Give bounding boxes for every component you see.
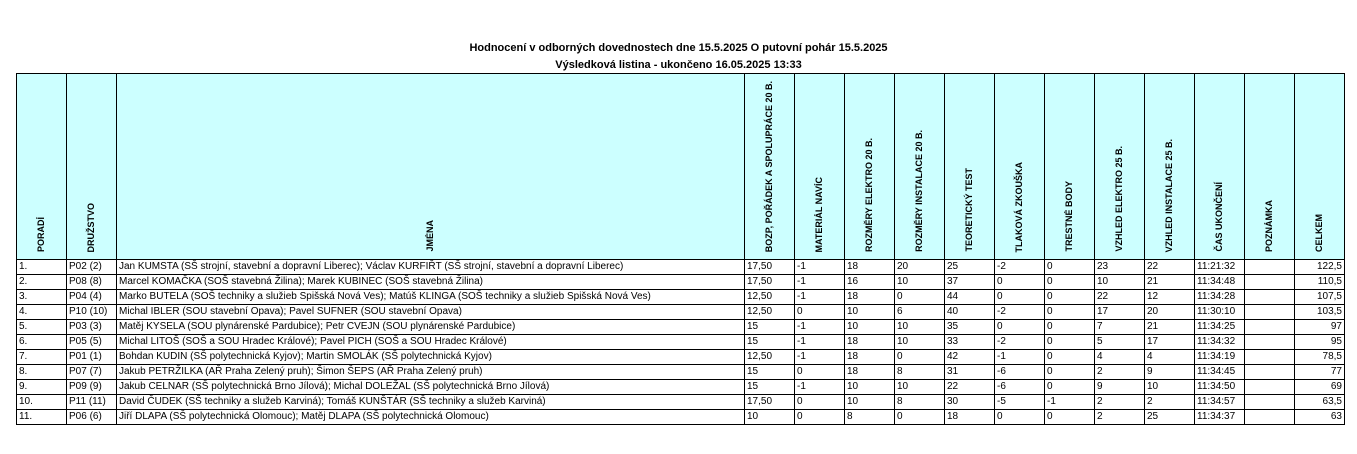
cell-vzhled-elektro: 7 [1095,320,1145,335]
cell-poradi: 2. [17,275,67,290]
cell-vzhled-elektro: 5 [1095,335,1145,350]
cell-jmena: David ČUDEK (SŠ techniky a služeb Karviná); Tomáš KUNŠTÁR (SŠ techniky a služeb Karviná) [117,395,745,410]
cell-celkem: 63,5 [1295,395,1345,410]
cell-teoreticky-test: 37 [945,275,995,290]
cell-trestne-body: 0 [1045,380,1095,395]
cell-rozmery-elektro: 18 [845,260,895,275]
header-rozmery-instalace: ROZMĚRY INSTALACE 20 B. [895,74,945,260]
table-row [17,260,1345,275]
cell-teoreticky-test: 31 [945,365,995,380]
header-poznamka: POZNÁMKA [1245,74,1295,260]
cell-cas-ukonceni: 11:21:32 [1195,260,1245,275]
cell-cas-ukonceni: 11:34:19 [1195,350,1245,365]
cell-rozmery-instalace: 0 [895,410,945,425]
cell-trestne-body: 0 [1045,350,1095,365]
cell-celkem: 78,5 [1295,350,1345,365]
cell-jmena: Jiří DLAPA (SŠ polytechnická Olomouc); Matěj DLAPA (SŠ polytechnická Olomouc) [117,410,745,425]
cell-druzstvo: P09 (9) [67,380,117,395]
cell-vzhled-instalace: 21 [1145,275,1195,290]
header-material-navic: MATERIÁL NAVÍC [795,74,845,260]
cell-druzstvo: P04 (4) [67,290,117,305]
cell-celkem: 69 [1295,380,1345,395]
cell-cas-ukonceni: 11:34:37 [1195,410,1245,425]
cell-celkem: 77 [1295,365,1345,380]
cell-poradi: 1. [17,260,67,275]
cell-druzstvo: P06 (6) [67,410,117,425]
cell-bozp: 17,50 [745,395,795,410]
cell-rozmery-instalace: 20 [895,260,945,275]
cell-vzhled-elektro: 17 [1095,305,1145,320]
table-row [17,320,1345,335]
cell-material-navic: 0 [795,305,845,320]
cell-tlakova-zkouska: -2 [995,305,1045,320]
cell-cas-ukonceni: 11:34:57 [1195,395,1245,410]
cell-rozmery-instalace: 8 [895,365,945,380]
cell-cas-ukonceni: 11:34:50 [1195,380,1245,395]
cell-vzhled-elektro: 2 [1095,365,1145,380]
cell-rozmery-instalace: 10 [895,335,945,350]
cell-poradi: 4. [17,305,67,320]
cell-poznamka [1245,410,1295,425]
cell-teoreticky-test: 25 [945,260,995,275]
cell-poradi: 3. [17,290,67,305]
cell-poradi: 10. [17,395,67,410]
cell-rozmery-elektro: 18 [845,365,895,380]
cell-teoreticky-test: 40 [945,305,995,320]
cell-vzhled-instalace: 22 [1145,260,1195,275]
cell-rozmery-elektro: 10 [845,320,895,335]
cell-rozmery-instalace: 0 [895,290,945,305]
cell-material-navic: -1 [795,260,845,275]
cell-poradi: 7. [17,350,67,365]
report-subtitle: Výsledková listina - ukončeno 16.05.2025 13:33 [555,59,802,71]
cell-bozp: 17,50 [745,275,795,290]
cell-bozp: 15 [745,335,795,350]
cell-poznamka [1245,320,1295,335]
cell-rozmery-elektro: 18 [845,335,895,350]
results-table [16,73,1345,425]
table-row [17,350,1345,365]
header-row [17,74,1345,260]
header-vzhled-elektro: VZHLED ELEKTRO 25 B. [1095,74,1145,260]
cell-poradi: 8. [17,365,67,380]
cell-rozmery-elektro: 10 [845,395,895,410]
cell-tlakova-zkouska: -2 [995,335,1045,350]
cell-rozmery-instalace: 0 [895,350,945,365]
cell-rozmery-elektro: 10 [845,380,895,395]
header-trestne-body: TRESTNÉ BODY [1045,74,1095,260]
cell-poznamka [1245,380,1295,395]
cell-material-navic: -1 [795,320,845,335]
cell-jmena: Jan KUMSTA (SŠ strojní, stavební a dopravní Liberec); Václav KURFIŘT (SŠ strojní, stavební a dopravní Liberec) [117,260,745,275]
cell-poznamka [1245,395,1295,410]
cell-poradi: 6. [17,335,67,350]
cell-trestne-body: 0 [1045,260,1095,275]
cell-cas-ukonceni: 11:34:32 [1195,335,1245,350]
table-row [17,290,1345,305]
cell-vzhled-instalace: 20 [1145,305,1195,320]
cell-druzstvo: P03 (3) [67,320,117,335]
cell-teoreticky-test: 33 [945,335,995,350]
header-poradi: PORADÍ [17,74,67,260]
cell-material-navic: -1 [795,275,845,290]
cell-bozp: 15 [745,320,795,335]
cell-material-navic: -1 [795,335,845,350]
cell-trestne-body: -1 [1045,395,1095,410]
cell-poznamka [1245,335,1295,350]
cell-vzhled-elektro: 4 [1095,350,1145,365]
cell-jmena: Michal IBLER (SOU stavební Opava); Pavel SUFNER (SOU stavební Opava) [117,305,745,320]
cell-bozp: 12,50 [745,305,795,320]
cell-jmena: Marko BUTELA (SOŠ techniky a služieb Spišská Nová Ves); Matúš KLINGA (SOŠ techniky a služieb Spišská Nová Ves) [117,290,745,305]
cell-tlakova-zkouska: 0 [995,410,1045,425]
cell-bozp: 15 [745,365,795,380]
cell-poznamka [1245,260,1295,275]
cell-celkem: 63 [1295,410,1345,425]
cell-material-navic: -1 [795,350,845,365]
cell-vzhled-instalace: 2 [1145,395,1195,410]
cell-vzhled-elektro: 23 [1095,260,1145,275]
header-jmena: JMÉNA [117,74,745,260]
cell-teoreticky-test: 42 [945,350,995,365]
cell-tlakova-zkouska: -1 [995,350,1045,365]
cell-rozmery-instalace: 6 [895,305,945,320]
cell-material-navic: 0 [795,365,845,380]
cell-druzstvo: P10 (10) [67,305,117,320]
cell-druzstvo: P11 (11) [67,395,117,410]
cell-vzhled-instalace: 17 [1145,335,1195,350]
cell-teoreticky-test: 18 [945,410,995,425]
cell-jmena: Matěj KYSELA (SOU plynárenské Pardubice); Petr CVEJN (SOU plynárenské Pardubice) [117,320,745,335]
table-row [17,275,1345,290]
cell-jmena: Jakub CELNAR (SŠ polytechnická Brno Jílová); Michal DOLEŽAL (SŠ polytechnická Brno Jílová) [117,380,745,395]
cell-cas-ukonceni: 11:30:10 [1195,305,1245,320]
cell-jmena: Michal LITOŠ (SOŠ a SOU Hradec Králové); Pavel PICH (SOŠ a SOU Hradec Králové) [117,335,745,350]
report-title: Hodnocení v odborných dovednostech dne 15.5.2025 O putovní pohár 15.5.2025 [469,42,888,54]
cell-trestne-body: 0 [1045,305,1095,320]
cell-trestne-body: 0 [1045,275,1095,290]
cell-rozmery-instalace: 10 [895,320,945,335]
cell-vzhled-elektro: 10 [1095,275,1145,290]
header-rozmery-elektro: ROZMĚRY ELEKTRO 20 B. [845,74,895,260]
cell-druzstvo: P02 (2) [67,260,117,275]
header-druzstvo: DRUŽSTVO [67,74,117,260]
cell-tlakova-zkouska: -5 [995,395,1045,410]
cell-celkem: 103,5 [1295,305,1345,320]
table-row [17,335,1345,350]
cell-teoreticky-test: 30 [945,395,995,410]
header-teoreticky-test: TEORETICKÝ TEST [945,74,995,260]
cell-vzhled-instalace: 12 [1145,290,1195,305]
cell-rozmery-elektro: 8 [845,410,895,425]
cell-druzstvo: P08 (8) [67,275,117,290]
cell-celkem: 122,5 [1295,260,1345,275]
cell-poznamka [1245,365,1295,380]
cell-jmena: Bohdan KUDIN (SŠ polytechnická Kyjov); Martin SMOLÁK (SŠ polytechnická Kyjov) [117,350,745,365]
cell-rozmery-elektro: 18 [845,290,895,305]
cell-tlakova-zkouska: -6 [995,380,1045,395]
cell-rozmery-instalace: 10 [895,275,945,290]
cell-celkem: 107,5 [1295,290,1345,305]
cell-material-navic: 0 [795,395,845,410]
cell-vzhled-elektro: 22 [1095,290,1145,305]
cell-bozp: 17,50 [745,260,795,275]
cell-teoreticky-test: 44 [945,290,995,305]
cell-poznamka [1245,290,1295,305]
cell-vzhled-instalace: 21 [1145,320,1195,335]
cell-druzstvo: P07 (7) [67,365,117,380]
cell-poznamka [1245,275,1295,290]
cell-vzhled-elektro: 2 [1095,395,1145,410]
cell-tlakova-zkouska: 0 [995,275,1045,290]
cell-druzstvo: P01 (1) [67,350,117,365]
cell-trestne-body: 0 [1045,335,1095,350]
cell-cas-ukonceni: 11:34:25 [1195,320,1245,335]
cell-vzhled-instalace: 25 [1145,410,1195,425]
cell-teoreticky-test: 35 [945,320,995,335]
cell-tlakova-zkouska: -6 [995,365,1045,380]
header-cas-ukonceni: ČAS UKONČENÍ [1195,74,1245,260]
cell-cas-ukonceni: 11:34:45 [1195,365,1245,380]
results-body [17,260,1345,425]
cell-vzhled-elektro: 9 [1095,380,1145,395]
cell-tlakova-zkouska: 0 [995,320,1045,335]
cell-trestne-body: 0 [1045,320,1095,335]
cell-material-navic: -1 [795,290,845,305]
table-row [17,380,1345,395]
cell-cas-ukonceni: 11:34:28 [1195,290,1245,305]
table-row [17,410,1345,425]
report-title-block [0,40,1357,74]
cell-material-navic: 0 [795,410,845,425]
cell-bozp: 10 [745,410,795,425]
cell-poznamka [1245,350,1295,365]
cell-rozmery-elektro: 16 [845,275,895,290]
cell-rozmery-elektro: 10 [845,305,895,320]
cell-trestne-body: 0 [1045,290,1095,305]
cell-celkem: 95 [1295,335,1345,350]
cell-poradi: 9. [17,380,67,395]
cell-rozmery-elektro: 18 [845,350,895,365]
cell-vzhled-elektro: 2 [1095,410,1145,425]
cell-bozp: 12,50 [745,290,795,305]
cell-rozmery-instalace: 10 [895,380,945,395]
cell-jmena: Marcel KOMAČKA (SOŠ stavebná Žilina); Marek KUBINEC (SOŠ stavebná Žilina) [117,275,745,290]
cell-vzhled-instalace: 10 [1145,380,1195,395]
cell-celkem: 110,5 [1295,275,1345,290]
header-celkem: CELKEM [1295,74,1345,260]
cell-trestne-body: 0 [1045,410,1095,425]
header-bozp: BOZP, POŘÁDEK A SPOLUPRÁCE 20 B. [745,74,795,260]
cell-bozp: 12,50 [745,350,795,365]
cell-rozmery-instalace: 8 [895,395,945,410]
cell-vzhled-instalace: 4 [1145,350,1195,365]
cell-teoreticky-test: 22 [945,380,995,395]
cell-tlakova-zkouska: 0 [995,290,1045,305]
cell-vzhled-instalace: 9 [1145,365,1195,380]
cell-trestne-body: 0 [1045,365,1095,380]
cell-poznamka [1245,305,1295,320]
cell-material-navic: -1 [795,380,845,395]
cell-poradi: 11. [17,410,67,425]
cell-celkem: 97 [1295,320,1345,335]
cell-bozp: 15 [745,380,795,395]
table-row [17,395,1345,410]
cell-druzstvo: P05 (5) [67,335,117,350]
header-tlakova-zkouska: TLAKOVÁ ZKOUŠKA [995,74,1045,260]
header-vzhled-instalace: VZHLED INSTALACE 25 B. [1145,74,1195,260]
cell-poradi: 5. [17,320,67,335]
cell-tlakova-zkouska: -2 [995,260,1045,275]
cell-jmena: Jakub PETRŽILKA (AŘ Praha Zelený pruh); Šimon ŠEPS (AŘ Praha Zelený pruh) [117,365,745,380]
cell-cas-ukonceni: 11:34:48 [1195,275,1245,290]
table-row [17,365,1345,380]
table-row [17,305,1345,320]
